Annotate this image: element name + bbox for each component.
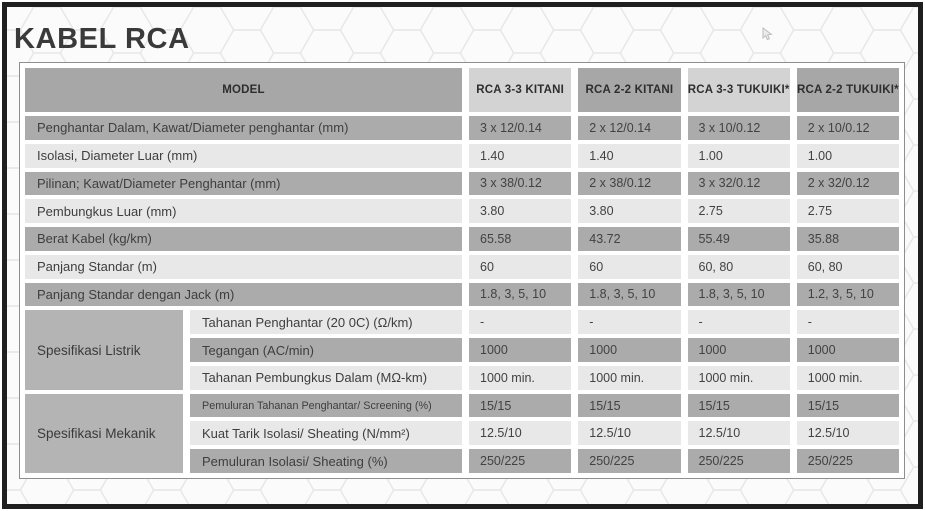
sub-row-label: Tahanan Penghantar (20 0C) (Ω/km): [190, 310, 462, 334]
table-cell: 1.40: [469, 144, 571, 168]
table-cell: 1000 min.: [797, 366, 899, 390]
table-cell: 1000: [578, 338, 680, 362]
table-cell: 3.80: [469, 199, 571, 223]
page-title: KABEL RCA: [14, 23, 190, 55]
outer-frame: [2, 2, 923, 509]
table-cell: 1000: [688, 338, 790, 362]
table-cell: 12.5/10: [469, 421, 571, 445]
sub-row-label: Kuat Tarik Isolasi/ Sheating (N/mm²): [190, 421, 462, 445]
group-label-spesifikasi-listrik: Spesifikasi Listrik: [25, 310, 183, 389]
table-cell: 12.5/10: [578, 421, 680, 445]
table-cell: 1.8, 3, 5, 10: [578, 283, 680, 307]
group-label-spesifikasi-mekanik: Spesifikasi Mekanik: [25, 394, 183, 473]
table-cell: 60: [578, 255, 680, 279]
table-cell: 3 x 12/0.14: [469, 116, 571, 140]
table-cell: 1000: [797, 338, 899, 362]
table-cell: 3 x 32/0.12: [688, 172, 790, 196]
table-cell: 60: [469, 255, 571, 279]
column-header-rca-2-2-tukuiki: RCA 2-2 TUKUIKI*: [797, 68, 899, 112]
table-cell: 15/15: [578, 394, 680, 418]
table-cell: 1.40: [578, 144, 680, 168]
row-label: Pembungkus Luar (mm): [25, 199, 462, 223]
table-cell: 2 x 10/0.12: [797, 116, 899, 140]
table-cell: -: [469, 310, 571, 334]
table-cell: 15/15: [797, 394, 899, 418]
table-cell: 65.58: [469, 227, 571, 251]
table-cell: -: [578, 310, 680, 334]
table-cell: -: [688, 310, 790, 334]
row-label: Berat Kabel (kg/km): [25, 227, 462, 251]
column-header-rca-2-2-kitani: RCA 2-2 KITANI: [578, 68, 680, 112]
table-cell: 250/225: [688, 449, 790, 473]
table-cell: 15/15: [688, 394, 790, 418]
sub-row-label: Pemuluran Tahanan Penghantar/ Screening (%): [190, 394, 462, 418]
table-cell: 1.8, 3, 5, 10: [469, 283, 571, 307]
table-cell: 1000 min.: [469, 366, 571, 390]
row-label: Panjang Standar (m): [25, 255, 462, 279]
table-cell: 15/15: [469, 394, 571, 418]
table-cell: 2 x 12/0.14: [578, 116, 680, 140]
spec-table: [19, 62, 905, 479]
table-cell: 2 x 32/0.12: [797, 172, 899, 196]
table-cell: 35.88: [797, 227, 899, 251]
row-label: Panjang Standar dengan Jack (m): [25, 283, 462, 307]
table-cell: 2 x 38/0.12: [578, 172, 680, 196]
table-cell: 250/225: [797, 449, 899, 473]
row-label: Penghantar Dalam, Kawat/Diameter penghantar (mm): [25, 116, 462, 140]
table-cell: 250/225: [578, 449, 680, 473]
table-cell: 1.00: [688, 144, 790, 168]
table-cell: 250/225: [469, 449, 571, 473]
table-cell: 1000 min.: [688, 366, 790, 390]
mouse-cursor-icon: [762, 27, 774, 41]
sub-row-label: Tahanan Pembungkus Dalam (MΩ-km): [190, 366, 462, 390]
table-cell: 1000 min.: [578, 366, 680, 390]
table-cell: -: [797, 310, 899, 334]
table-cell: 55.49: [688, 227, 790, 251]
table-cell: 2.75: [797, 199, 899, 223]
table-cell: 3 x 10/0.12: [688, 116, 790, 140]
table-cell: 12.5/10: [797, 421, 899, 445]
row-label: Pilinan; Kawat/Diameter Penghantar (mm): [25, 172, 462, 196]
column-header-rca-3-3-tukuiki: RCA 3-3 TUKUIKI*: [688, 68, 790, 112]
table-cell: 1.2, 3, 5, 10: [797, 283, 899, 307]
table-cell: 60, 80: [797, 255, 899, 279]
row-label: Isolasi, Diameter Luar (mm): [25, 144, 462, 168]
column-header-rca-3-3-kitani: RCA 3-3 KITANI: [469, 68, 571, 112]
table-cell: 1000: [469, 338, 571, 362]
column-header-model: MODEL: [25, 68, 462, 112]
spec-table-grid: [25, 68, 899, 473]
table-cell: 3 x 38/0.12: [469, 172, 571, 196]
table-cell: 12.5/10: [688, 421, 790, 445]
table-cell: 3.80: [578, 199, 680, 223]
table-cell: 1.8, 3, 5, 10: [688, 283, 790, 307]
sub-row-label: Pemuluran Isolasi/ Sheating (%): [190, 449, 462, 473]
table-cell: 1.00: [797, 144, 899, 168]
table-cell: 60, 80: [688, 255, 790, 279]
table-cell: 43.72: [578, 227, 680, 251]
table-cell: 2.75: [688, 199, 790, 223]
sub-row-label: Tegangan (AC/min): [190, 338, 462, 362]
